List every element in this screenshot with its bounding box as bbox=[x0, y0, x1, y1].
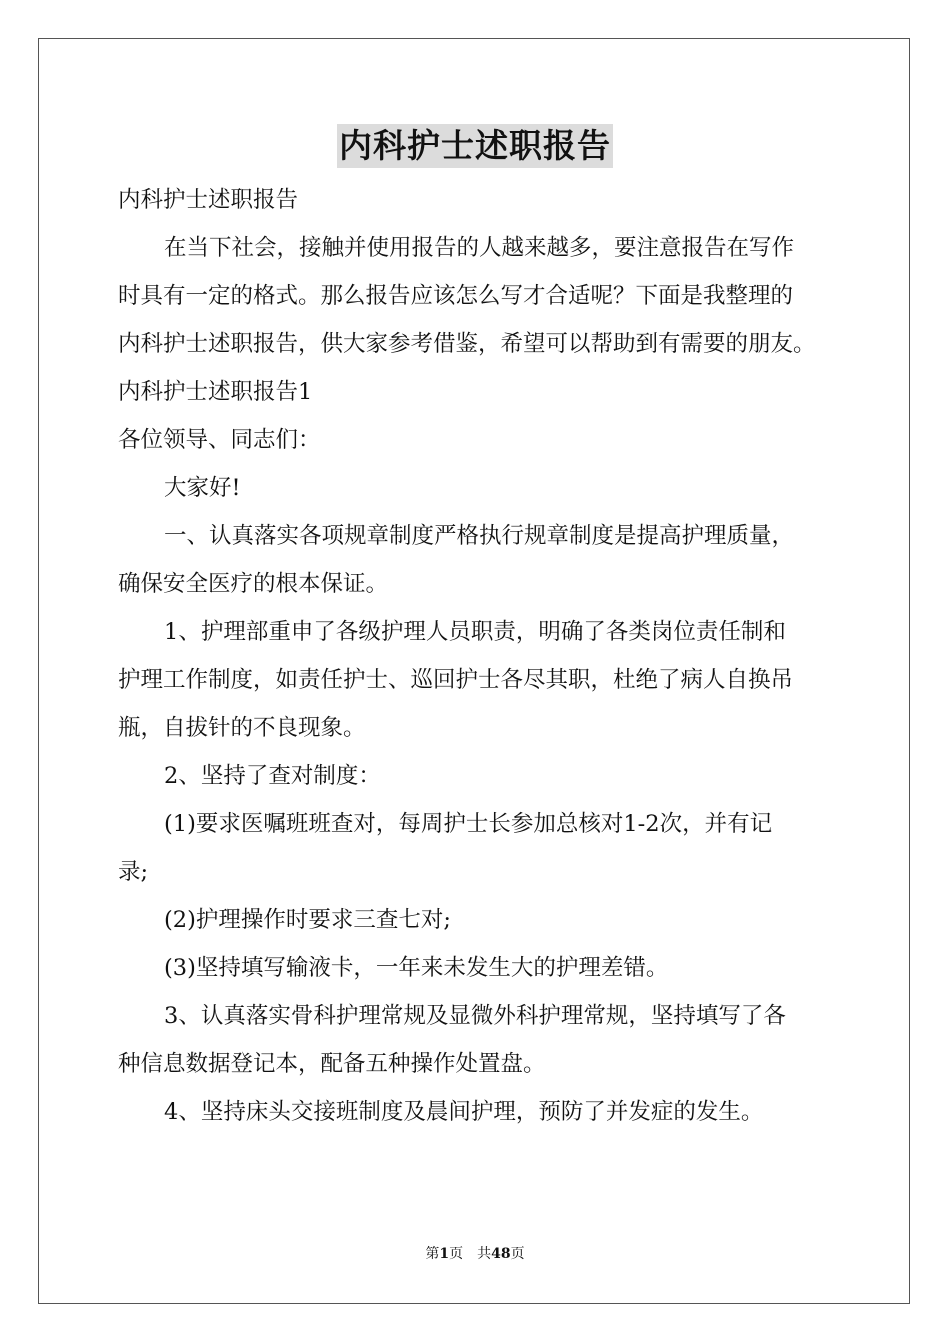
paragraph-line: 一、认真落实各项规章制度严格执行规章制度是提高护理质量， bbox=[164, 523, 795, 549]
paragraph-line: (1)要求医嘱班班查对，每周护士长参加总核对1-2次，并有记 bbox=[164, 811, 773, 837]
greeting: 大家好! bbox=[164, 475, 241, 501]
document-title: 内科护士述职报告 bbox=[337, 124, 613, 168]
total-pages: 48 bbox=[491, 1246, 511, 1262]
paragraph-line: 1、护理部重申了各级护理人员职责，明确了各类岗位责任制和 bbox=[164, 619, 786, 645]
paragraph-line: 内科护士述职报告 bbox=[118, 187, 299, 213]
title-container bbox=[0, 124, 950, 168]
page-number: 1 bbox=[439, 1246, 450, 1262]
paragraph-line: 在当下社会，接触并使用报告的人越来越多，要注意报告在写作 bbox=[164, 235, 795, 261]
page-suffix: 页 bbox=[449, 1246, 464, 1262]
total-prefix: 共 bbox=[477, 1246, 492, 1262]
paragraph-line: 确保安全医疗的根本保证。 bbox=[118, 571, 389, 597]
salutation: 各位领导、同志们： bbox=[118, 427, 321, 453]
paragraph-line: 内科护士述职报告，供大家参考借鉴，希望可以帮助到有需要的朋友。 bbox=[118, 331, 816, 357]
paragraph-line: 4、坚持床头交接班制度及晨间护理，预防了并发症的发生。 bbox=[164, 1099, 764, 1125]
paragraph-line: 种信息数据登记本，配备五种操作处置盘。 bbox=[118, 1051, 546, 1077]
total-suffix: 页 bbox=[510, 1246, 525, 1262]
paragraph-line: 3、认真落实骨科护理常规及显微外科护理常规，坚持填写了各 bbox=[164, 1003, 786, 1029]
page-footer bbox=[0, 1244, 950, 1264]
paragraph-line: 瓶，自拔针的不良现象。 bbox=[118, 715, 366, 741]
paragraph-line: 录; bbox=[118, 859, 149, 885]
paragraph-line: (2)护理操作时要求三查七对; bbox=[164, 907, 451, 933]
page-prefix: 第 bbox=[425, 1246, 440, 1262]
paragraph-line: 2、坚持了查对制度： bbox=[164, 763, 381, 789]
paragraph-line: (3)坚持填写输液卡，一年来未发生大的护理差错。 bbox=[164, 955, 669, 981]
document-body bbox=[118, 176, 838, 1136]
section-heading: 内科护士述职报告1 bbox=[118, 379, 313, 405]
paragraph-line: 时具有一定的格式。那么报告应该怎么写才合适呢？下面是我整理的 bbox=[118, 283, 794, 309]
paragraph-line: 护理工作制度，如责任护士、巡回护士各尽其职，杜绝了病人自换吊 bbox=[118, 667, 794, 693]
